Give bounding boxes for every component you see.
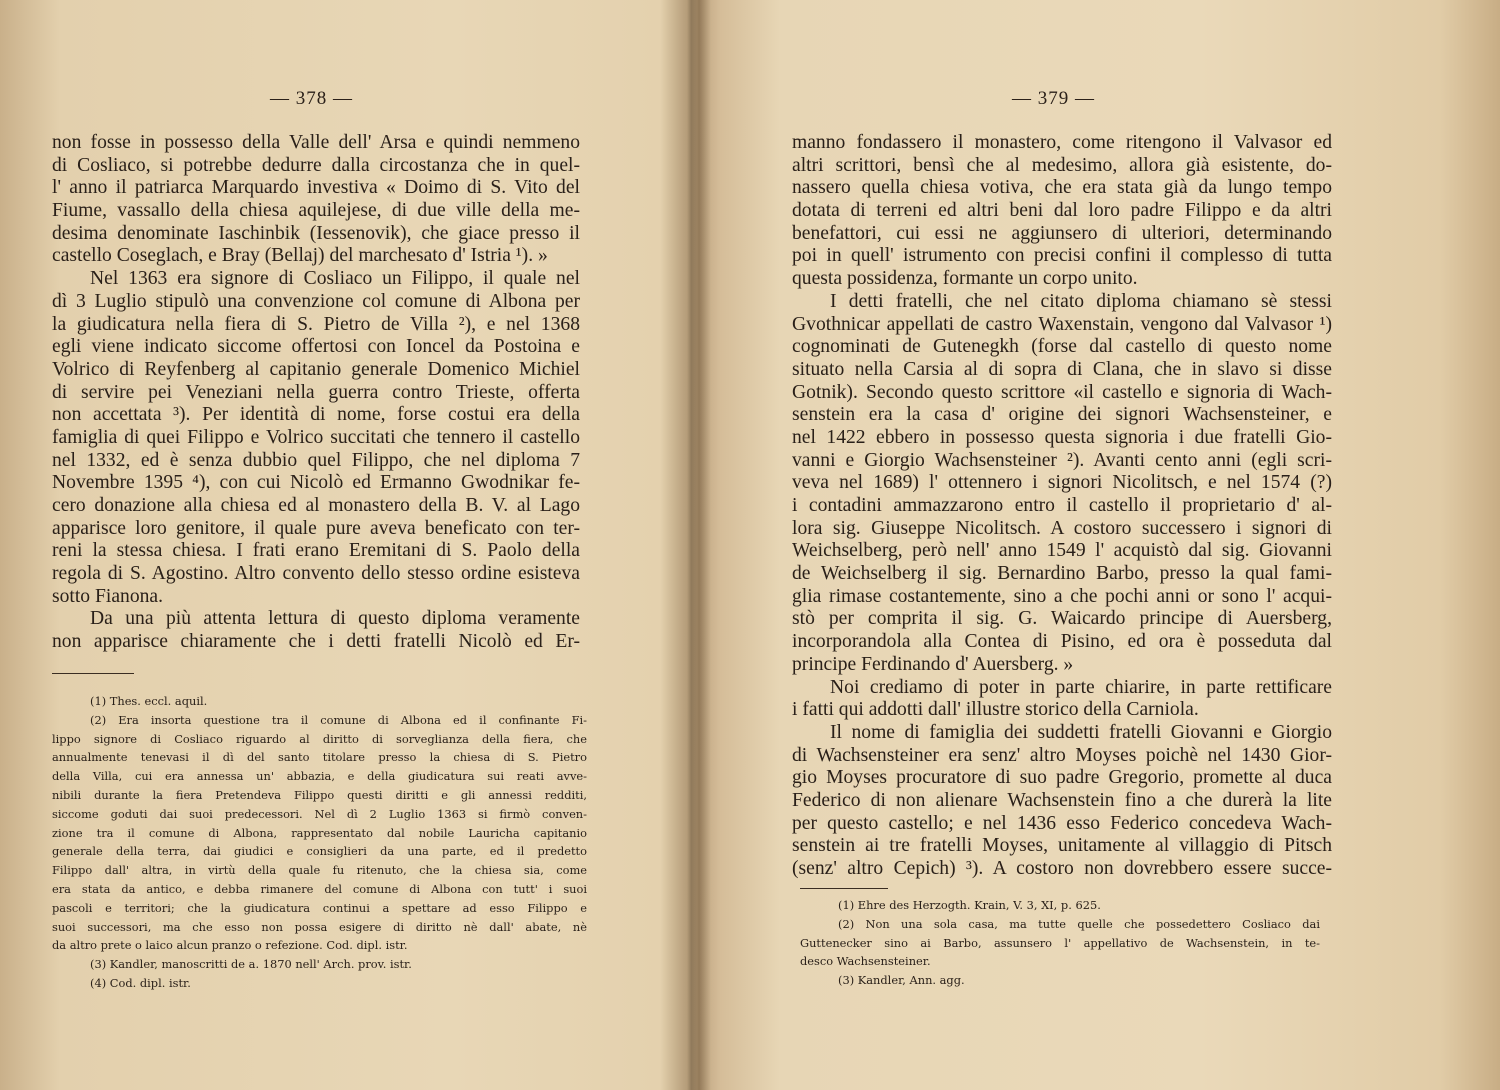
right-body-text	[792, 132, 1332, 881]
footnote-line: (1) Thes. eccl. aquil.	[90, 694, 208, 708]
footnote-line: lippo signore di Cosliaco riguardo al diritto di sorveglianza della fiera, che	[52, 731, 587, 746]
text-line: Volrico di Reyfenberg al capitanio generale Domenico Michiel	[52, 358, 580, 380]
footnote-line: (3) Kandler, Ann. agg.	[838, 973, 965, 988]
text-line: dì 3 Luglio stipulò una convenzione col comune di Albona per	[52, 290, 580, 312]
footnote-line: (1) Ehre des Herzogth. Krain, V. 3, XI, p. 625.	[838, 898, 1101, 912]
footnote-line: pascoli e territori; che la giudicatura continui a spettare ad esso Filippo e	[52, 900, 587, 915]
text-line: questa possidenza, formante un corpo unito.	[792, 268, 1138, 290]
text-line: situato nella Carsia al di sopra di Clana, che in slavo si disse	[792, 358, 1332, 380]
footnote-rule	[52, 673, 134, 674]
text-line: altri scrittori, bensì che al medesimo, allora già esistente, do-	[792, 154, 1332, 176]
footnote-line: Guttenecker sino ai Barbo, assunsero l' appellativo de Wachsenstein, in te-	[800, 935, 1320, 950]
footnote-line: (2) Non una sola casa, ma tutte quelle che possedettero Cosliaco dai	[838, 916, 1320, 931]
footnote-line: Filippo dall' altra, in virtù della quale fu ritenuto, che la chiesa sia, come	[52, 863, 587, 878]
text-line: Noi crediamo di poter in parte chiarire, in parte rettificare	[830, 676, 1332, 698]
left-page	[0, 0, 690, 1090]
footnote-line: zione tra il comune di Albona, rappresentato dal nobile Lauricha capitanio	[52, 825, 587, 840]
text-line: nassero quella chiesa votiva, che era stata già da lungo tempo	[792, 177, 1332, 199]
text-line: di Cosliaco, si potrebbe dedurre dalla circostanza che in quel-	[52, 154, 580, 176]
text-line: Nel 1363 era signore di Cosliaco un Filippo, il quale nel	[90, 268, 580, 290]
text-line: Novembre 1395 ⁴), con cui Nicolò ed Ermanno Gwodnikar fe-	[52, 472, 580, 494]
text-line: reni la stessa chiesa. I frati erano Eremitani di S. Paolo della	[52, 540, 580, 562]
text-line: senstein era la casa d' origine dei signori Wachsensteiner, e	[792, 404, 1332, 426]
text-line: veva nel 1689) l' ottennero i signori Nicolitsch, e nel 1574 (?)	[792, 472, 1332, 494]
text-line: de Weichselberg il sig. Bernardino Barbo, presso la qual fami-	[792, 563, 1332, 585]
footnote-line: siccome goduti dai suoi predecessori. Nel dì 2 Luglio 1363 si firmò conven-	[52, 806, 587, 821]
text-line: Gvothnicar appellati de castro Waxenstain, vengono dal Valvasor ¹)	[792, 313, 1332, 335]
text-line: sotto Fianona.	[52, 585, 164, 607]
text-line: per questo castello; e nel 1436 esso Federico concedeva Wach-	[792, 812, 1332, 834]
page-number-379: — 379 —	[1012, 88, 1095, 109]
text-line: famiglia di quei Filippo e Volrico succitati che tennero il castello	[52, 426, 580, 448]
text-line: dotata di terreni ed altri beni dal loro padre Filippo e da altri	[792, 200, 1332, 222]
footnote-line: era stata da antico, e debba rimanere del comune di Albona con tutt' i suoi	[52, 881, 587, 896]
text-line: non fosse in possesso della Valle dell' Arsa e quindi nemmeno	[52, 132, 580, 153]
text-line: apparisce loro genitore, il quale pure aveva beneficato con ter-	[52, 517, 580, 539]
text-line: regola di S. Agostino. Altro convento dello stesso ordine esisteva	[52, 563, 580, 585]
text-line: egli viene indicato siccome offertosi con Ioncel da Postoina e	[52, 336, 580, 358]
text-line: (senz' altro Cepich) ³). A costoro non dovrebbero essere succe-	[792, 858, 1332, 879]
footnote-line: nibili durante la fiera Pretendeva Filippo questi diritti e gli annessi redditi,	[52, 787, 587, 802]
text-line: i contadini ammazzarono entro il castello il proprietario d' al-	[792, 495, 1332, 516]
text-line: di Wachsensteiner era senz' altro Moyses poichè nel 1430 Gior-	[792, 744, 1332, 766]
right-page	[700, 0, 1500, 1090]
text-line: principe Ferdinando d' Auersberg. »	[792, 653, 1074, 675]
footnote-line: suoi successori, ma che esso non possa esigere di diritto nè dall' abate, nè	[52, 919, 587, 934]
text-line: benefattori, cui essi ne aggiunsero di ulteriori, determinando	[792, 222, 1332, 244]
footnote-rule	[800, 888, 888, 889]
text-line: lora sig. Giuseppe Nicolitsch. A costoro successero i signori di	[792, 517, 1332, 539]
footnote-line: (3) Kandler, manoscritti de a. 1870 nell' Arch. prov. istr.	[90, 957, 412, 972]
text-line: gio Moyses procuratore di suo padre Gregorio, promette al duca	[792, 767, 1332, 789]
footnote-line: (4) Cod. dipl. istr.	[90, 975, 191, 990]
text-line: glia rimase costantemente, sino a che pochi anni or sono l' acqui-	[792, 585, 1332, 607]
text-line: desima denominate Iaschinbik (Iessenovik), che giace presso il	[52, 222, 580, 244]
text-line: Da una più attenta lettura di questo diploma veramente	[90, 608, 580, 630]
text-line: nel 1422 ebbero in possesso questa signoria i due fratelli Gio-	[792, 426, 1332, 448]
footnote-line: della Villa, cui era annessa un' abbazia, e della giudicatura sui reati avve-	[52, 769, 587, 784]
footnote-line: da altro prete o laico alcun pranzo o refezione. Cod. dipl. istr.	[52, 938, 408, 953]
left-footnotes	[52, 692, 587, 993]
footnote-line: annualmente tenevasi il dì del santo titolare presso la chiesa di S. Pietro	[52, 750, 587, 765]
text-line: cero donazione alla chiesa ed al monastero della B. V. al Lago	[52, 495, 580, 516]
text-line: Gotnik). Secondo questo scrittore «il castello e signoria di Wach-	[792, 381, 1332, 403]
text-line: Fiume, vassallo della chiesa aquilejese, di due ville della me-	[52, 200, 580, 222]
text-line: Weichselberg, però nell' anno 1549 l' acquistò dal sig. Giovanni	[792, 540, 1332, 562]
text-line: castello Coseglach, e Bray (Bellaj) del marchesato d' Istria ¹). »	[52, 245, 548, 267]
text-line: stò per comprita il sig. G. Waicardo principe di Auersberg,	[792, 608, 1332, 630]
text-line: di servire pei Veneziani nella guerra contro Trieste, offerta	[52, 381, 580, 403]
text-line: non accettata ³). Per identità di nome, forse costui era della	[52, 404, 580, 426]
text-line: senstein ai tre fratelli Moyses, unitamente al villaggio di Pitsch	[792, 835, 1332, 857]
text-line: la giudicatura nella fiera di S. Pietro de Villa ²), e nel 1368	[52, 313, 580, 335]
footnote-line: (2) Era insorta questione tra il comune di Albona ed il confinante Fi-	[90, 712, 587, 727]
footnote-line: generale della terra, dai giudici e consiglieri da una parte, ed il predetto	[52, 844, 587, 859]
text-line: Federico di non alienare Wachsenstein fino a che durerà la lite	[792, 789, 1332, 811]
page-number-378: — 378 —	[270, 88, 353, 109]
left-body-text	[52, 132, 580, 654]
text-line: cognominati de Gutenegkh (forse dal castello di questo nome	[792, 336, 1332, 358]
text-line: nel 1332, ed è senza dubbio quel Filippo, che nel diploma 7	[52, 449, 580, 471]
text-line: I detti fratelli, che nel citato diploma chiamano sè stessi	[830, 290, 1332, 312]
text-line: manno fondassero il monastero, come ritengono il Valvasor ed	[792, 132, 1332, 153]
text-line: incorporandola alla Contea di Pisino, ed ora è posseduta dal	[792, 631, 1332, 653]
text-line: non apparisce chiaramente che i detti fratelli Nicolò ed Er-	[52, 631, 580, 653]
footnote-line: desco Wachsensteiner.	[800, 954, 931, 969]
text-line: Il nome di famiglia dei suddetti fratelli Giovanni e Giorgio	[830, 721, 1332, 743]
right-footnotes	[800, 896, 1320, 990]
text-line: poi in quell' istrumento con precisi confini il complesso di tutta	[792, 245, 1332, 267]
text-line: vanni e Giorgio Wachsensteiner ²). Avanti cento anni (egli scri-	[792, 449, 1332, 471]
text-line: i fatti qui addotti dall' illustre storico della Carniola.	[792, 699, 1199, 721]
text-line: l' anno il patriarca Marquardo investiva « Doimo di S. Vito del	[52, 177, 580, 199]
